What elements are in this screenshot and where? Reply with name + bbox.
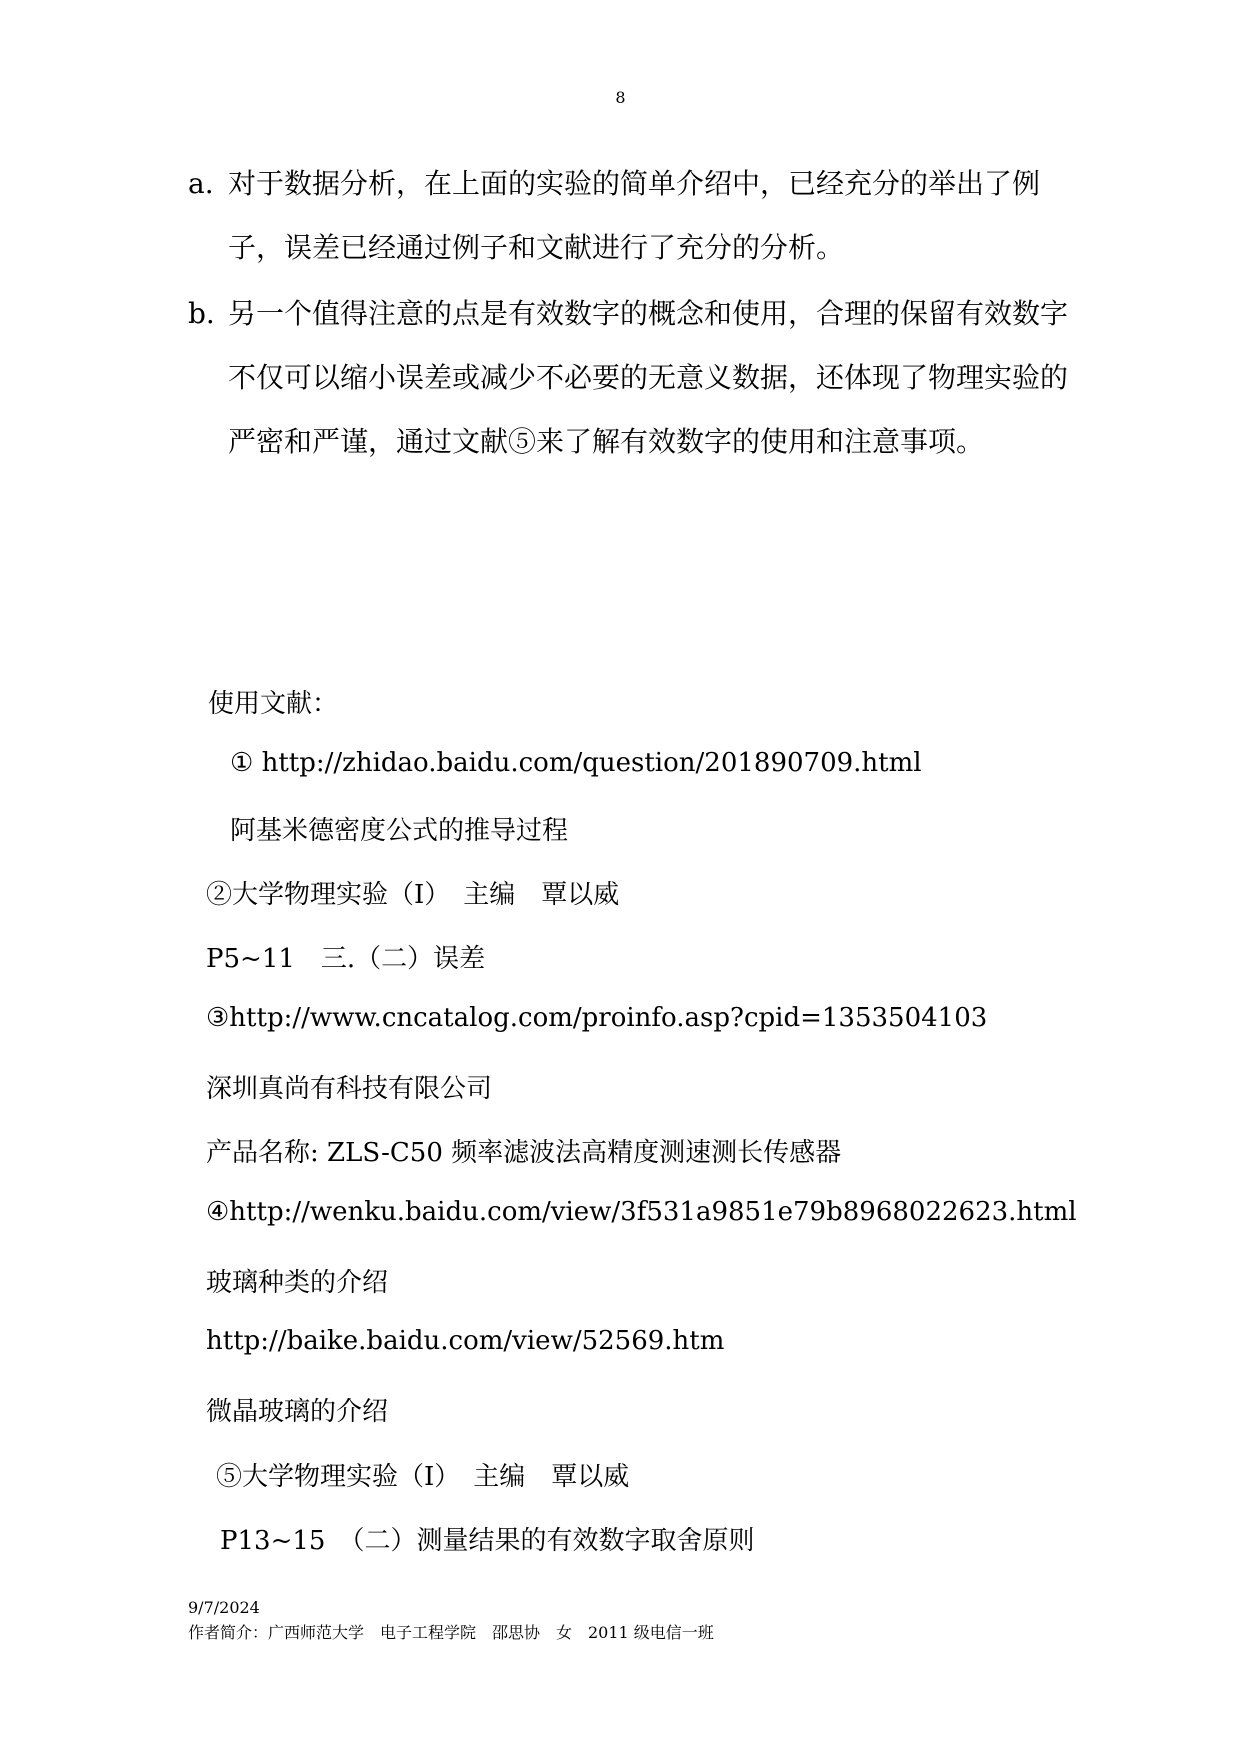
list-item-a (188, 152, 1068, 280)
list-marker: a. (188, 167, 214, 200)
list-item-text: 对于数据分析，在上面的实验的简单介绍中，已经充分的举出了例子，误差已经通过例子和文献进行了充分的分析。 (228, 167, 1041, 264)
reference-4-title-2: 微晶玻璃的介绍 (206, 1397, 389, 1427)
reference-2-title: ②大学物理实验（Ⅰ） 主编 覃以威 (206, 880, 620, 910)
reference-4-link-2: http://baike.baidu.com/view/52569.htm (206, 1326, 725, 1356)
reference-3-product: 产品名称: ZLS-C50 频率滤波法高精度测速测长传感器 (206, 1138, 842, 1168)
list-item-text: 另一个值得注意的点是有效数字的概念和使用，合理的保留有效数字不仅可以缩小误差或减少不必要的无意义数据，还体现了物理实验的严密和严谨，通过文献⑤来了解有效数字的使用和注意事项。 (228, 297, 1069, 458)
reference-3-link: ③http://www.cncatalog.com/proinfo.asp?cpid=1353504103 (206, 1003, 988, 1033)
list-item-b (188, 282, 1068, 474)
reference-2-pages: P5~11 三.（二）误差 (206, 944, 486, 974)
reference-4-link: ④http://wenku.baidu.com/view/3f531a9851e79b8968022623.html (206, 1197, 1077, 1227)
footer-date: 9/7/2024 (188, 1598, 260, 1617)
page-number: 8 (615, 88, 626, 107)
list-marker: b. (188, 297, 215, 330)
reference-1-link: ① http://zhidao.baidu.com/question/201890709.html (230, 748, 922, 778)
reference-5-pages: P13~15 （二）测量结果的有效数字取舍原则 (220, 1526, 755, 1556)
reference-3-company: 深圳真尚有科技有限公司 (206, 1074, 493, 1104)
reference-4-title: 玻璃种类的介绍 (206, 1268, 389, 1298)
reference-1-title: 阿基米德密度公式的推导过程 (230, 816, 569, 846)
reference-5-title: ⑤大学物理实验（I） 主编 覃以威 (216, 1462, 630, 1492)
references-heading: 使用文献： (208, 689, 339, 719)
footer-author: 作者简介：广西师范大学 电子工程学院 邵思协 女 2011 级电信一班 (188, 1623, 714, 1642)
